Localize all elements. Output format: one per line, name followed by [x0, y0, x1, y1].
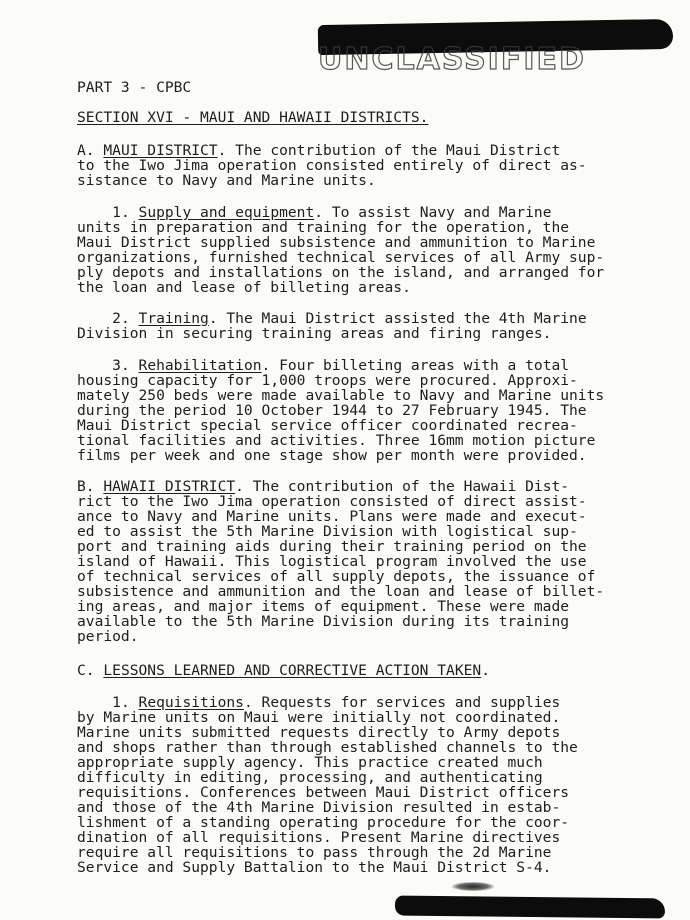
item-a3-line-3: mately 250 beds were made available to Navy and Marine units: [77, 387, 605, 404]
para-b-line-5: port and training aids during their training period on the: [77, 538, 587, 555]
para-b-text-1: . The contribution of the Hawaii Dist-: [235, 478, 570, 495]
item-a3-line-6: tional facilities and activities. Three 16mm motion picture: [77, 432, 596, 449]
item-a2-line-2: Division in securing training areas and firing ranges.: [77, 325, 552, 342]
item-c1-line-12: Service and Supply Battalion to the Maui District S-4.: [77, 859, 552, 876]
para-b-letter: B.: [77, 478, 95, 495]
para-a-line-2: to the Iwo Jima operation consisted entirely of direct as-: [77, 157, 587, 174]
para-b-line-7: of technical services of all supply depots, the issuance of: [77, 568, 596, 585]
item-a1-num: 1.: [112, 204, 130, 221]
item-c1-line-4: and shops rather than through established channels to the: [77, 739, 578, 756]
item-c1-line-7: requisitions. Conferences between Maui District officers: [77, 784, 570, 801]
item-c1-line-6: difficulty in editing, processing, and authenticating: [77, 769, 543, 786]
item-a1-text-1: . To assist Navy and Marine: [314, 204, 552, 221]
para-b-line-6: island of Hawaii. This logistical program involved the use: [77, 553, 587, 570]
item-a1-line-5: ply depots and installations on the island, and arranged for: [77, 264, 605, 281]
para-a-heading: MAUI DISTRICT: [103, 142, 218, 159]
item-a3-line-7: films per week and one stage show per month were provided.: [77, 447, 587, 464]
item-a2-text-1: . The Maui District assisted the 4th Marine: [208, 310, 587, 327]
item-a2-line-1: [77, 311, 587, 326]
item-c1-line-3: Marine units submitted requests directly to Army depots: [77, 724, 561, 741]
para-b-line-8: subsistence and ammunition and the loan and lease of billet-: [77, 583, 605, 600]
item-a3-line-5: Maui District special service officer coordinated recrea-: [77, 417, 578, 434]
item-a1-line-4: organizations, furnished technical services of all Army sup-: [77, 249, 605, 266]
item-c1-heading: Requisitions: [138, 694, 244, 711]
para-b-line-11: period.: [77, 628, 139, 645]
para-a-line-1: [77, 143, 560, 158]
para-c-heading: LESSONS LEARNED AND CORRECTIVE ACTION TAKEN: [103, 662, 482, 679]
item-c1-line-5: appropriate supply agency. This practice created much: [77, 754, 543, 771]
item-c1-num: 1.: [112, 694, 130, 711]
para-b-line-2: rict to the Iwo Jima operation consisted of direct assist-: [77, 493, 587, 510]
section-title: SECTION XVI - MAUI AND HAWAII DISTRICTS.: [77, 109, 429, 126]
item-c1-line-11: require all requisitions to pass through the 2d Marine: [77, 844, 552, 861]
item-c1-line-2: by Marine units on Maui were initially not coordinated.: [77, 709, 561, 726]
item-a1-line-1: [77, 205, 552, 220]
para-c-heading-line: [77, 663, 490, 678]
para-a-text-1: . The contribution of the Maui District: [217, 142, 561, 159]
item-c1-line-1: [77, 695, 560, 710]
para-a-letter: A.: [77, 142, 95, 159]
item-a3-num: 3.: [112, 357, 130, 374]
item-c1-text-1: . Requests for services and supplies: [243, 694, 561, 711]
para-c-letter: C.: [77, 662, 95, 679]
para-b-line-9: ing areas, and major items of equipment. These were made: [77, 598, 570, 615]
item-a3-line-2: housing capacity for 1,000 troops were procured. Approxi-: [77, 372, 578, 389]
item-a2-num: 2.: [112, 310, 130, 327]
ink-smudge: [452, 882, 494, 891]
item-a3-line-4: during the period 10 October 1944 to 27 February 1945. The: [77, 402, 587, 419]
item-c1-line-8: and those of the 4th Marine Division resulted in estab-: [77, 799, 561, 816]
item-a2-heading: Training: [138, 310, 209, 327]
item-a1-heading: Supply and equipment: [138, 204, 315, 221]
classification-stamp: UNCLASSIFIED: [318, 42, 586, 77]
item-a3-text-1: . Four billeting areas with a total: [261, 357, 570, 374]
para-c-tail: .: [481, 662, 490, 679]
part-header: PART 3 - CPBC: [77, 79, 192, 96]
item-c1-line-10: dination of all requisitions. Present Marine directives: [77, 829, 561, 846]
para-b-line-1: [77, 479, 569, 494]
para-b-line-4: ed to assist the 5th Marine Division with logistical sup-: [77, 523, 578, 540]
item-a3-heading: Rehabilitation: [138, 357, 262, 374]
para-b-heading: HAWAII DISTRICT: [103, 478, 236, 495]
item-a3-line-1: [77, 358, 569, 373]
para-b-line-3: ance to Navy and Marine units. Plans were made and execut-: [77, 508, 587, 525]
para-b-line-10: available to the 5th Marine Division during its training: [77, 613, 570, 630]
para-a-line-3: sistance to Navy and Marine units.: [77, 172, 376, 189]
item-a1-line-6: the loan and lease of billeting areas.: [77, 279, 411, 296]
item-a1-line-2: units in preparation and training for the operation, the: [77, 219, 570, 236]
redaction-bar-bottom: [395, 896, 665, 919]
item-a1-line-3: Maui District supplied subsistence and ammunition to Marine: [77, 234, 596, 251]
item-c1-line-9: lishment of a standing operating procedure for the coor-: [77, 814, 570, 831]
